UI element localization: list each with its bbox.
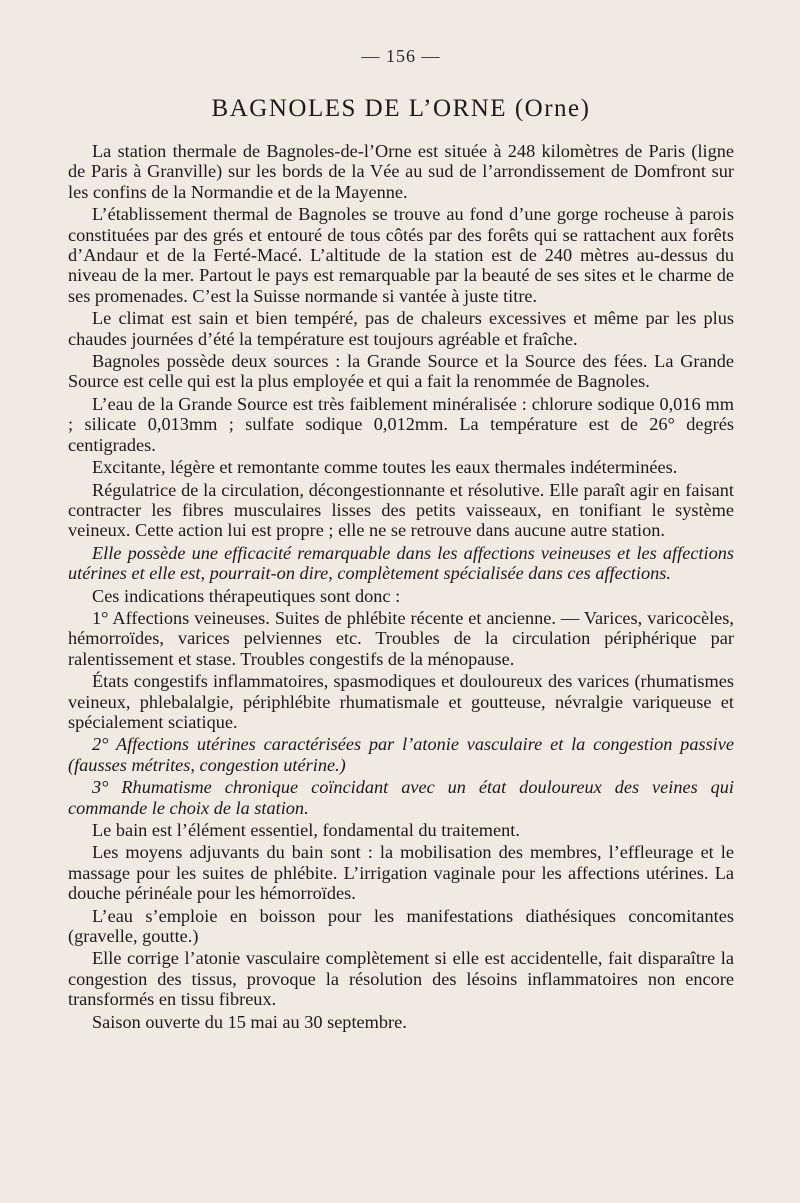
paragraph-13: 3° Rhumatisme chronique coïncidant avec un état douloureux des veines qui commande le choix de la station.	[68, 777, 734, 818]
paragraph-9: Ces indications thérapeutiques sont donc :	[92, 585, 401, 606]
paragraph-2: L’établissement thermal de Bagnoles se trouve au fond d’une gorge rocheuse à parois constituées par des grés et entouré de tous côtés par des forêts qui se rattachent aux forêts d’Andaur et de la Ferté-Macé. L’altitude de la station est de 240 mètres au-dessus du niveau de la mer. Partout le pays est remarquable par la beauté de ses sites et le charme de ses promenades. C’est la Suisse normande si vantée à juste titre.	[68, 204, 734, 306]
paragraph-3: Le climat est sain et bien tempéré, pas de chaleurs excessives et même par les plus chaudes journées d’été la température est toujours agréable et fraîche.	[68, 308, 734, 349]
paragraph-7: Régulatrice de la circulation, décongestionnante et résolutive. Elle paraît agir en faisant contracter les fibres musculaires lisses des petits vaisseaux, en tonifiant le système veineux. Cette action lui est propre ; elle ne se retrouve dans aucune autre station.	[68, 479, 734, 541]
paragraph-4: Bagnoles possède deux sources : la Grande Source et la Source des fées. La Grande Source est celle qui est la plus employée et qui a fait la renommée de Bagnoles.	[68, 351, 734, 392]
document-body	[68, 141, 734, 1032]
paragraph-18: Saison ouverte du 15 mai au 30 septembre.	[92, 1011, 407, 1032]
paragraph-11: États congestifs inflammatoires, spasmodiques et douloureux des varices (rhumatismes veineux, phlebalalgie, périphlébite rhumatismale et goutteuse, névralgie variqueuse et spécialement sciatique.	[68, 671, 734, 732]
paragraph-17: Elle corrige l’atonie vasculaire complètement si elle est accidentelle, fait disparaître la congestion des tissus, provoque la résolution des lésoins inflammatoires non encore transformés en tissu fibreux.	[68, 948, 734, 1010]
paragraph-6: Excitante, légère et remontante comme toutes les eaux thermales indéterminées.	[92, 457, 678, 478]
page-title: BAGNOLES DE L’ORNE (Orne)	[211, 95, 591, 122]
paragraph-1: La station thermale de Bagnoles-de-l’Orne est située à 248 kilomètres de Paris (ligne de Paris à Granville) sur les bords de la Vée au sud de l’arrondissement de Domfront sur les confins de la Normandie et de la Mayenne.	[68, 141, 734, 202]
paragraph-5: L’eau de la Grande Source est très faiblement minéralisée : chlorure sodique 0,016 mm ; silicate 0,013mm ; sulfate sodique 0,012mm. La température est de 26° degrés centigrades.	[68, 393, 734, 455]
paragraph-12: 2° Affections utérines caractérisées par l’atonie vasculaire et la congestion passive (fausses métrites, congestion utérine.)	[68, 734, 734, 775]
paragraph-14: Le bain est l’élément essentiel, fondamental du traitement.	[92, 820, 520, 840]
paragraph-15: Les moyens adjuvants du bain sont : la mobilisation des membres, l’effleurage et le massage pour les suites de phlébite. L’irrigation vaginale pour les affections utérines. La douche périnéale pour les hémorroïdes.	[68, 842, 734, 904]
paragraph-8: Elle possède une efficacité remarquable dans les affections veineuses et les affections utérines et elle est, pourrait-on dire, complètement spécialisée dans ces affections.	[68, 542, 734, 584]
page-number: — 156 —	[361, 46, 441, 66]
paragraph-16: L’eau s’emploie en boisson pour les manifestations diathésiques concomitantes (gravelle, goutte.)	[68, 905, 734, 947]
paragraph-10: 1° Affections veineuses. Suites de phlébite récente et ancienne. — Varices, varicocèles, hémorroïdes, varices pelviennes etc. Troubles de la circulation périphérique par ralentissement et stase. Troubles congestifs de la ménopause.	[68, 607, 734, 669]
